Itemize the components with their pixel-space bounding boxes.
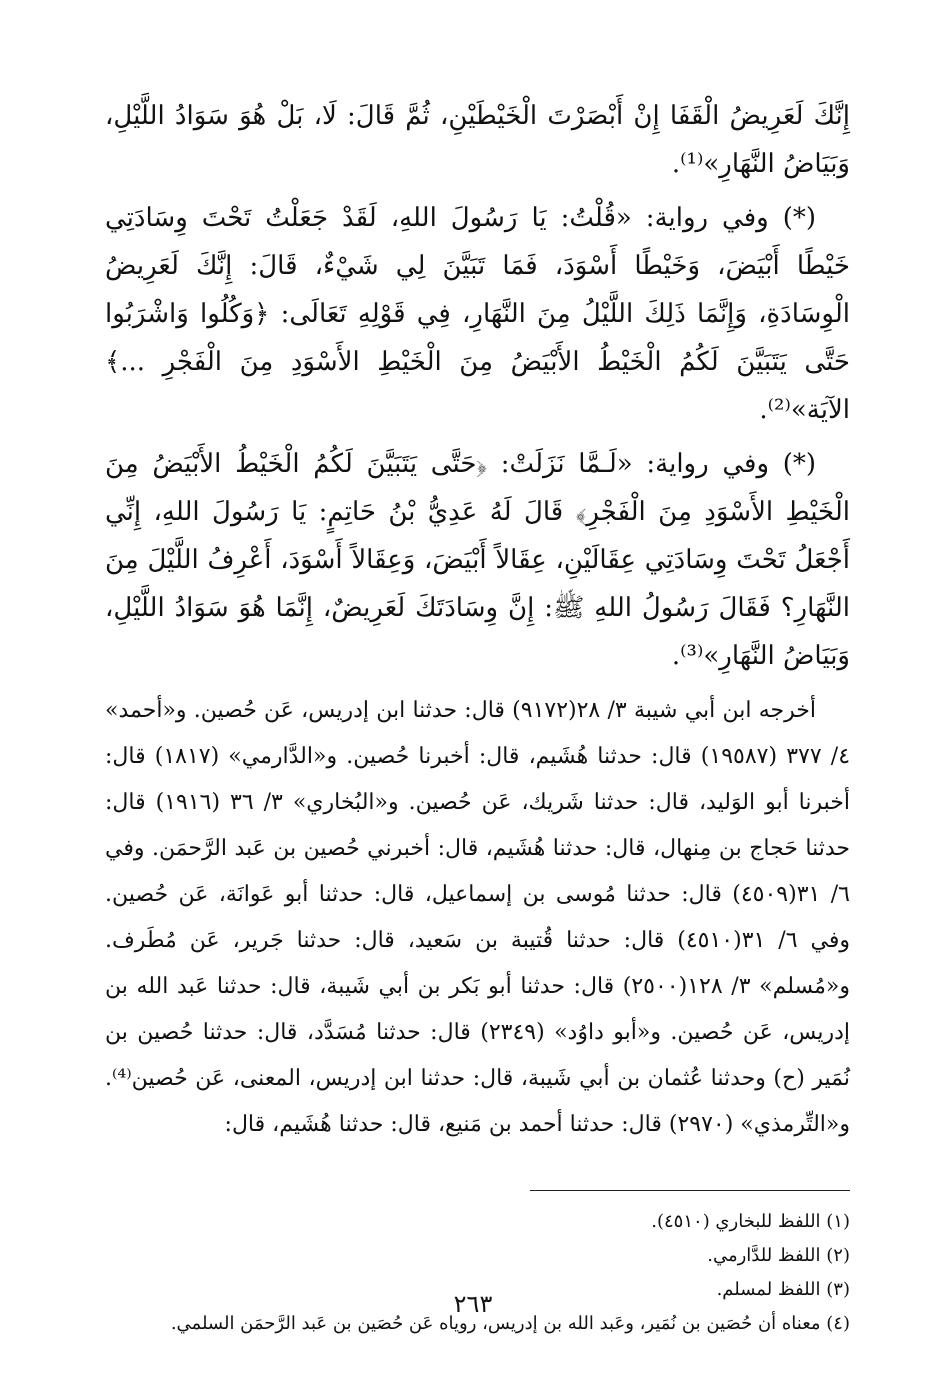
footnotes — [105, 1205, 850, 1341]
footnote-3: (٣) اللفظ لمسلم. — [716, 1279, 850, 1300]
takhrij-paragraph: أخرجه ابن أبي شيبة ٣/ ٢٨(٩١٧٢) قال: حدثنا ابن إدريس، عَن حُصين. و«أحمد» ٤/ ٣٧٧ (١٩٥٨٧) قال: حدثنا هُشَيم، قال: أخبرنا حُصين. و«الدَّارمي» (١٨١٧) قال: أخبرنا أبو الوَليد، قال: حدثنا شَريك، عَن حُصين. و«البُخاري» ٣/ ٣٦ (١٩١٦) قال: حدثنا حَجاج بن مِنهال، قال: حدثنا هُشَيم، قال: أخبرني حُصين بن عَبد الرَّحمَن. وفي ٦/ ٣١(٤٥٠٩) قال: حدثنا مُوسى بن إسماعيل، قال: حدثنا أبو عَوانَة، عَن حُصين. وفي ٦/ ٣١(٤٥١٠) قال: حدثنا قُتيبة بن سَعيد، قال: حدثنا جَرير، عَن مُطَرف. و«مُسلم» ٣/ ١٢٨(٢٥٠٠) قال: حدثنا أبو بَكر بن أبي شَيبة، قال: حدثنا عَبد الله بن إدريس، عَن حُصين. و«أبو داوُد» (٢٣٤٩) قال: حدثنا مُسَدَّد، قال: حدثنا حُصين بن نُمَير (ح) وحدثنا عُثمان بن أبي شَيبة، قال: حدثنا ابن إدريس، المعنى، عَن حُصين⁽⁴⁾. و«التِّرمذي» (٢٩٧٠) قال: حدثنا أحمد بن مَنيع، قال: حدثنا هُشَيم، قال: — [105, 698, 851, 1137]
main-text — [105, 92, 850, 680]
hadith-paragraph-1: إِنَّكَ لَعَرِيضُ الْقَفَا إِنْ أَبْصَرْتَ الْخَيْطَيْنِ، ثُمَّ قَالَ: لَا، بَلْ هُوَ سَوَادُ اللَّيْلِ، وَبَيَاضُ النَّهَارِ»⁽¹⁾. — [105, 101, 850, 179]
footnote-2: (٢) اللفظ للدَّارمي. — [707, 1245, 850, 1266]
page-body — [105, 92, 850, 1341]
hadith-paragraph-2: (*) وفي رواية: «قُلْتُ: يَا رَسُولَ اللهِ، لَقَدْ جَعَلْتُ تَحْتَ وِسَادَتِي خَيْطًا أَبْيَضَ، وَخَيْطًا أَسْوَدَ، فَمَا تَبَيَّنَ لِي شَيْءٌ، قَالَ: إِنَّكَ لَعَرِيضُ الْوِسَادَةِ، وَإِنَّمَا ذَلِكَ اللَّيْلُ مِنَ النَّهَارِ، فِي قَوْلِهِ تَعَالَى: ﴿وَكُلُوا وَاشْرَبُوا حَتَّى يَتَبَيَّنَ لَكُمُ الْخَيْطُ الأَبْيَضُ مِنَ الْخَيْطِ الأَسْوَدِ مِنَ الْفَجْرِ ...﴾ الآيَة»⁽²⁾. — [105, 203, 850, 425]
footnote-1: (١) اللفظ للبخاري (٤٥١٠). — [651, 1211, 850, 1232]
takhrij-section — [105, 688, 850, 1148]
footnote-divider — [530, 1190, 850, 1191]
page-number: ٢٦٣ — [453, 1290, 493, 1318]
hadith-paragraph-3: (*) وفي رواية: «لَـمَّا نَزَلَتْ: ﴿حَتَّى يَتَبَيَّنَ لَكُمُ الْخَيْطُ الأَبْيَضُ مِنَ الْخَيْطِ الأَسْوَدِ مِنَ الْفَجْرِ﴾ قَالَ لَهُ عَدِيُّ بْنُ حَاتِمٍ: يَا رَسُولَ اللهِ، إِنِّي أَجْعَلُ تَحْتَ وِسَادَتِي عِقَالَيْنِ، عِقَالاً أَبْيَضَ، وَعِقَالاً أَسْوَدَ، أَعْرِفُ اللَّيْلَ مِنَ النَّهَارِ؟ فَقَالَ رَسُولُ اللهِ ﷺ: إِنَّ وِسَادَتَكَ لَعَرِيضٌ، إِنَّمَا هُوَ سَوَادُ اللَّيْلِ، وَبَيَاضُ النَّهَارِ»⁽³⁾. — [105, 449, 850, 671]
footnote-4: (٤) معناه أن حُصَين بن نُمَير، وعَبد الله بن إدريس، روياه عَن حُصَين بن عَبد الرَّحمَن السلمي. — [170, 1313, 850, 1334]
